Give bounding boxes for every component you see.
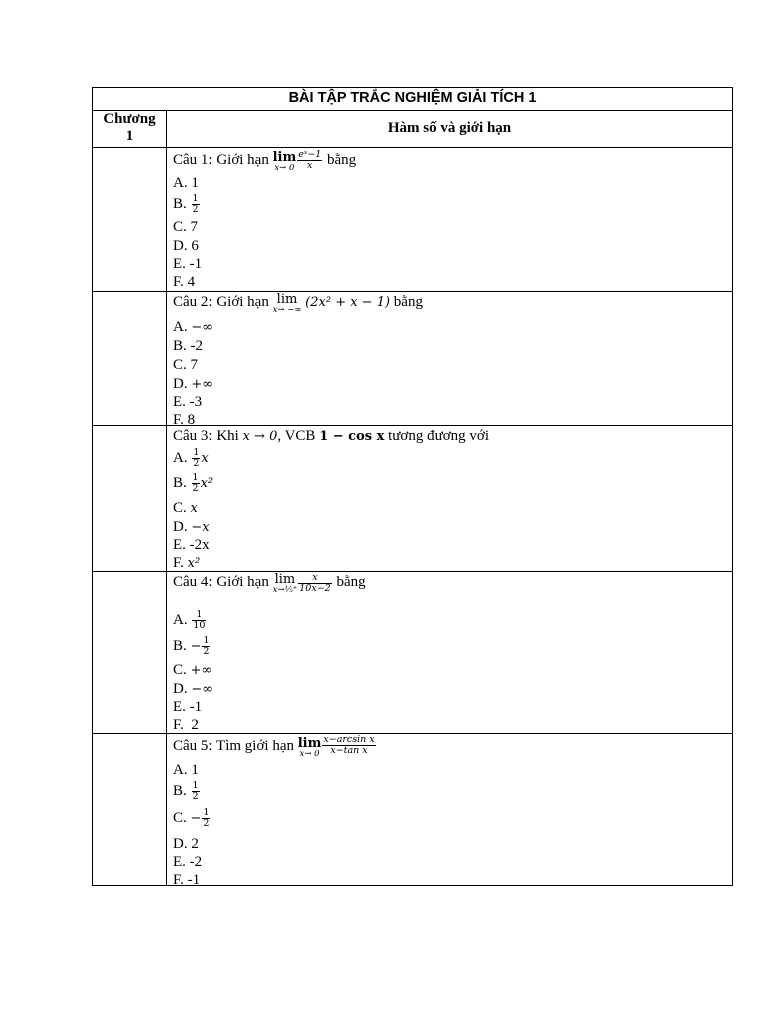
- option-e: E. -2: [173, 854, 203, 870]
- question-4-prefix: Câu 4: Giới hạn: [173, 574, 269, 590]
- row-divider: [93, 147, 732, 148]
- limit-operator: lim x→⅕⁺: [272, 572, 298, 595]
- row-divider: [93, 291, 732, 292]
- option-b: B. -2: [173, 338, 204, 354]
- limit-operator: lim x→ −∞: [272, 292, 302, 315]
- limit-operator: lim x→ 0: [297, 736, 322, 759]
- question-3-suffix: tương đương với: [388, 428, 490, 444]
- question-5-prefix: Câu 5: Tìm giới hạn: [173, 738, 294, 754]
- option-c: C. +∞: [173, 662, 213, 678]
- option-d: D. +∞: [173, 376, 214, 392]
- question-1-stem: [173, 149, 357, 173]
- option-f: F. -1: [173, 872, 201, 888]
- fraction: $\frac{1}{2}$: [203, 807, 210, 829]
- question-2-stem: [173, 294, 423, 315]
- option-a: A. 1: [173, 762, 199, 778]
- option-b: B. $\frac{1}{2}$ x²: [173, 472, 214, 494]
- question-2-suffix: bằng: [393, 294, 423, 310]
- fraction: $\frac{1}{10}$: [193, 609, 206, 631]
- option-e: E. -2x: [173, 537, 210, 553]
- section-title: Hàm số và giới hạn: [387, 120, 512, 136]
- question-5-stem: [173, 734, 377, 759]
- option-c: C. 7: [173, 219, 199, 235]
- option-b: B. $\frac{1}{2}$: [173, 780, 199, 802]
- question-4-stem: [173, 574, 366, 595]
- chapter-number: 1: [125, 128, 134, 144]
- question-2-prefix: Câu 2: Giới hạn: [173, 294, 269, 310]
- limit-expression: $\frac{\text{eˣ−1}}{x}$: [298, 149, 322, 171]
- question-3-mid: , VCB: [277, 428, 316, 444]
- table-title: BÀI TẬP TRẮC NGHIỆM GIẢI TÍCH 1: [93, 88, 732, 111]
- option-a: A. $\frac{1}{10}$: [173, 609, 206, 631]
- question-1-prefix: Câu 1: Giới hạn: [173, 152, 269, 168]
- option-f: F. x²: [173, 555, 201, 571]
- option-d: D. −∞: [173, 681, 214, 697]
- option-e: E. -1: [173, 699, 203, 715]
- option-f: F. 8: [173, 412, 196, 428]
- limit-expression: $\frac{x}{10x-2}$: [299, 572, 331, 594]
- chapter-word: Chương: [103, 111, 156, 127]
- question-3-prefix: Câu 3: Khi: [173, 428, 239, 444]
- question-1-suffix: bằng: [326, 152, 357, 168]
- option-b: B. − $\frac{1}{2}$: [173, 635, 210, 657]
- option-f: F. 2: [173, 717, 199, 733]
- option-b: B. $\frac{1}{2}$: [173, 193, 199, 215]
- fraction: $\frac{1}{2}$: [192, 472, 199, 494]
- exercise-table: [92, 87, 733, 886]
- option-e: E. -3: [173, 394, 203, 410]
- fraction: $\frac{1}{2}$: [193, 447, 200, 469]
- option-a: A. $\frac{1}{2}$ x: [173, 447, 209, 469]
- option-d: D. 6: [173, 238, 199, 254]
- vcb-expression: 1 − cos x: [319, 429, 385, 444]
- limit-operator: lim x→ 0: [272, 150, 297, 173]
- option-a: A. −∞: [173, 319, 214, 335]
- option-d: D. −x: [173, 519, 210, 535]
- option-c: C. − $\frac{1}{2}$: [173, 807, 210, 829]
- condition: x → 0: [242, 429, 278, 444]
- limit-expression: $\frac{\text{x−arcsin x}}{\text{x−tan x}}$: [323, 734, 375, 756]
- fraction: $\frac{1}{2}$: [192, 193, 199, 215]
- fraction: $\frac{1}{2}$: [192, 780, 199, 802]
- question-4-suffix: bằng: [336, 574, 366, 590]
- fraction: $\frac{1}{2}$: [203, 635, 210, 657]
- limit-expression: (2x² + x − 1): [305, 295, 391, 310]
- option-e: E. -1: [173, 256, 203, 272]
- option-f: F. 4: [173, 274, 196, 290]
- question-3-stem: [173, 428, 489, 445]
- option-d: D. 2: [173, 836, 199, 852]
- column-divider: [166, 110, 167, 886]
- chapter-cell: [93, 110, 166, 148]
- option-c: C. x: [173, 500, 198, 516]
- option-a: A. 1: [173, 175, 199, 191]
- option-c: C. 7: [173, 357, 199, 373]
